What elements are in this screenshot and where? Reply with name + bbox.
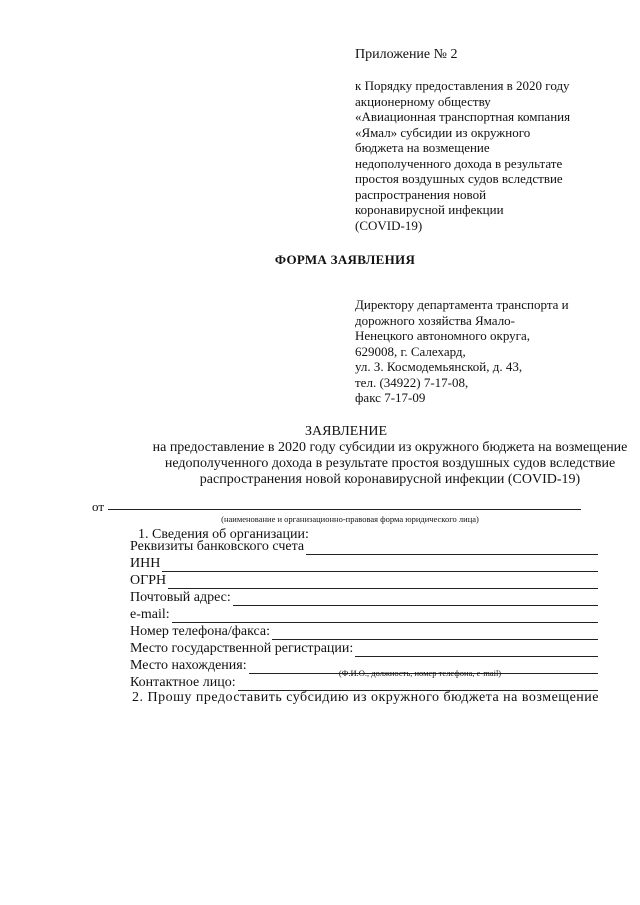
- ogrn-row: [130, 572, 598, 589]
- recipient-line: 629008, г. Салехард,: [355, 343, 466, 359]
- recipient-line: дорожного хозяйства Ямало-: [355, 312, 516, 328]
- appendix-line: (COVID-19): [355, 217, 423, 233]
- statement-title: ЗАЯВЛЕНИЕ: [305, 424, 388, 439]
- phone-fax-row: [130, 623, 598, 640]
- statement-line: недополученного дохода в результате простоя воздушных судов вследствие: [164, 456, 616, 471]
- appendix-title: Приложение № 2: [355, 47, 458, 62]
- appendix-line: бюджета на возмещение: [355, 140, 490, 155]
- inn-field[interactable]: [162, 559, 598, 572]
- recipient-line: ул. З. Космодемьянской, д. 43,: [355, 359, 523, 374]
- field-label: Номер телефона/факса:: [130, 624, 271, 639]
- field-label: Контактное лицо:: [130, 675, 236, 690]
- form-title: ФОРМА ЗАЯВЛЕНИЯ: [274, 252, 416, 267]
- recipient-line: факс 7-17-09: [355, 390, 426, 405]
- phone-fax-field[interactable]: [272, 627, 598, 640]
- from-label: от: [92, 499, 105, 514]
- field-label: Почтовый адрес:: [130, 590, 231, 605]
- statement-line: распространения новой коронавирусной инфекции (COVID-19): [199, 472, 581, 487]
- field-label: Место государственной регистрации:: [130, 641, 354, 656]
- bank-details-row: [130, 538, 598, 555]
- field-label: Реквизиты банковского счета: [130, 539, 305, 554]
- registration-place-row: [130, 640, 598, 657]
- organization-name-field[interactable]: [108, 509, 581, 510]
- recipient-block: [355, 297, 569, 406]
- postal-address-row: [130, 589, 598, 606]
- email-field[interactable]: [172, 610, 598, 623]
- field-label: ИНН: [130, 556, 161, 571]
- registration-place-field[interactable]: [355, 644, 598, 657]
- appendix-line: акционерному обществу: [355, 93, 491, 109]
- recipient-line: Ненецкого автономного округа,: [355, 328, 530, 343]
- organization-name-caption: (наименование и организационно-правовая форма юридического лица): [221, 514, 479, 524]
- appendix-line: к Порядку предоставления в 2020 году: [355, 78, 570, 93]
- appendix-line: «Ямал» субсидии из окружного: [355, 124, 531, 140]
- statement-subtitle: [80, 440, 640, 488]
- ogrn-field[interactable]: [168, 576, 598, 589]
- recipient-line: Директору департамента транспорта и: [355, 297, 569, 312]
- recipient-line: тел. (34922) 7-17-08,: [355, 374, 469, 390]
- appendix-text: [355, 78, 570, 233]
- field-label: e-mail:: [130, 607, 170, 622]
- appendix-line: коронавирусной инфекции: [355, 202, 504, 217]
- appendix-line: «Авиационная транспортная компания: [355, 109, 571, 124]
- inn-row: [130, 555, 598, 572]
- bank-details-field[interactable]: [306, 542, 598, 555]
- email-row: [130, 606, 598, 623]
- statement-line: на предоставление в 2020 году субсидии из окружного бюджета на возмещение: [152, 440, 628, 455]
- postal-address-field[interactable]: [233, 593, 598, 606]
- section2-text: 2. Прошу предоставить субсидию из окружного бюджета на возмещение: [132, 690, 599, 705]
- appendix-line: распространения новой: [355, 186, 487, 202]
- appendix-line: простоя воздушных судов вследствие: [355, 171, 563, 186]
- field-label: Место нахождения:: [130, 658, 247, 673]
- appendix-line: недополученного дохода в результате: [355, 155, 563, 171]
- section1-heading: 1. Сведения об организации:: [138, 527, 309, 542]
- contact-person-caption: (Ф.И.О., должность, номер телефона, e-mail): [338, 668, 502, 678]
- field-label: ОГРН: [130, 573, 167, 588]
